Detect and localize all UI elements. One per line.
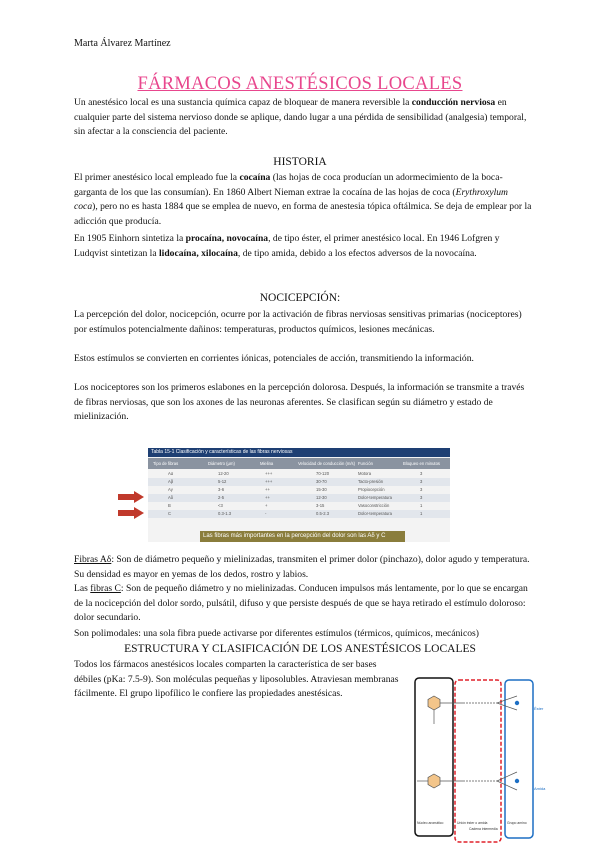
estructura-heading: ESTRUCTURA Y CLASIFICACIÓN DE LOS ANESTÉSICOS LOCALES	[124, 643, 476, 655]
intro-paragraph: Un anestésico local es una sustancia química capaz de bloquear de manera reversible la conducción nerviosa en cualquier parte del sistema nervioso donde se aplique, dando lugar a una pérdida de sensibilidad (analgesia) temporal, sin afectar a la consciencia del paciente.	[74, 97, 527, 138]
fibras-a-delta-paragraph: Fibras Aδ: Son de diámetro pequeño y mielinizadas, transmiten el primer dolor (pinchazo), dolor agudo y temperatura. Su densidad es mayor en yemas de los dedos, rostro y labios.	[74, 554, 530, 580]
nocicepcion-heading: NOCICEPCIÓN:	[259, 292, 341, 304]
ester-label: Éster	[534, 706, 544, 711]
red-arrow-icon	[118, 507, 144, 519]
table-row: Aγ 3-6 ++ 15-30 Propiocepción 3	[168, 487, 423, 492]
nocicepcion-paragraph-3: Los nociceptores son los primeros eslabones en la percepción dolorosa. Después, la información se transmite a través de fibras nerviosas, que son los axones de las neuronas aferentes. Se clasifican según su diámetro y estado de mielinización.	[74, 382, 525, 423]
fiber-classification-table-image	[148, 448, 450, 542]
anesthetic-structure-diagram	[413, 674, 546, 844]
table-title: Tabla 15-1 Clasificación y características de las fibras nerviosas	[148, 448, 450, 457]
chain-caption: Cadena intermedia	[469, 827, 498, 831]
table-column-header: Diámetro (µm)	[208, 461, 235, 466]
table-row: C 0.3-1.3 - 0.5-2.3 Dolor-temperatura 1	[148, 510, 450, 518]
red-arrow-icon	[118, 491, 144, 503]
historia-paragraph-1: El primer anestésico local empleado fue la cocaína (las hojas de coca producían un adormecimiento de la boca-garganta de los que las consumían). En 1860 Albert Nieman extrae la cocaína de las hojas de coca (Erythroxylum coca), pero no es hasta 1884 que se emplea de nuevo, en forma de anestesia tópica oftálmica. Se deja de emplear por la adicción que producía.	[74, 172, 532, 227]
nocicepcion-paragraph-1: La percepción del dolor, nocicepción, ocurre por la activación de fibras nerviosas sensitivas primarias (nociceptores) por estímulos potencialmente dañinos: temperaturas, productos químicos, lesiones mecánicas.	[74, 309, 522, 335]
table-caption: Las fibras más importantes en la percepción del dolor son las Aδ y C	[200, 531, 405, 542]
polimodales-paragraph: Son polimodales: una sola fibra puede activarse por diferentes estímulos (térmicos, químicos, mecánicos)	[74, 628, 479, 639]
fibras-c-paragraph: Las fibras C: Son de pequeño diámetro y no mielinizadas. Conducen impulsos más lentamente, por lo que se encargan de la nocicepción del dolor sordo, pulsátil, difuso y que persiste después de que se haya retirado el estímulo doloroso: dolor secundario.	[74, 583, 528, 624]
author-name: Marta Álvarez Martínez	[74, 38, 171, 49]
table-column-header: Velocidad de conducción (m/s)	[298, 461, 356, 466]
amine-caption: Grupo amino	[507, 821, 527, 825]
nocicepcion-paragraph-2: Estos estímulos se convierten en corrientes iónicas, potenciales de acción, transmitiendo la información.	[74, 353, 474, 364]
table-row: Aβ 5-12 +++ 30-70 Tacto-presión 3	[148, 478, 450, 486]
page-title: FÁRMACOS ANESTÉSICOS LOCALES	[137, 74, 463, 94]
table-header-row	[148, 458, 450, 469]
historia-heading: HISTORIA	[273, 156, 327, 168]
table-row: Aδ 2-5 ++ 12-30 Dolor-temperatura 3	[148, 494, 450, 502]
table-row: Aα 12-20 +++ 70-120 Motora 3	[168, 471, 423, 476]
historia-paragraph-2: En 1905 Einhorn sintetiza la procaína, novocaína, de tipo éster, el primer anestésico local. En 1946 Lofgren y Ludqvist sintetizan la lidocaína, xilocaína, de tipo amida, debido a los efectos adversos de la novocaína.	[74, 233, 500, 259]
table-column-header: Mielina	[260, 461, 274, 466]
estructura-paragraph: Todos los fármacos anestésicos locales comparten la característica de ser bases débiles (pKa: 7.5-9). Son moléculas pequeñas y liposolubles. Atraviesan membranas fácilmente. El grupo lipofílico le confiere las propiedades anestésicas.	[74, 659, 399, 700]
table-column-header: Bloqueo en minutos	[403, 461, 441, 466]
lipophilic-caption: Núcleo aromático	[417, 821, 444, 825]
amide-label: Amida	[534, 786, 546, 791]
linkage-caption: Unión éster o amida	[457, 821, 488, 825]
table-column-header: Tipo de fibras	[153, 461, 179, 466]
table-column-header: Función	[358, 461, 373, 466]
table-row: B <3 + 3-15 Vasoconstricción 1	[168, 503, 423, 508]
